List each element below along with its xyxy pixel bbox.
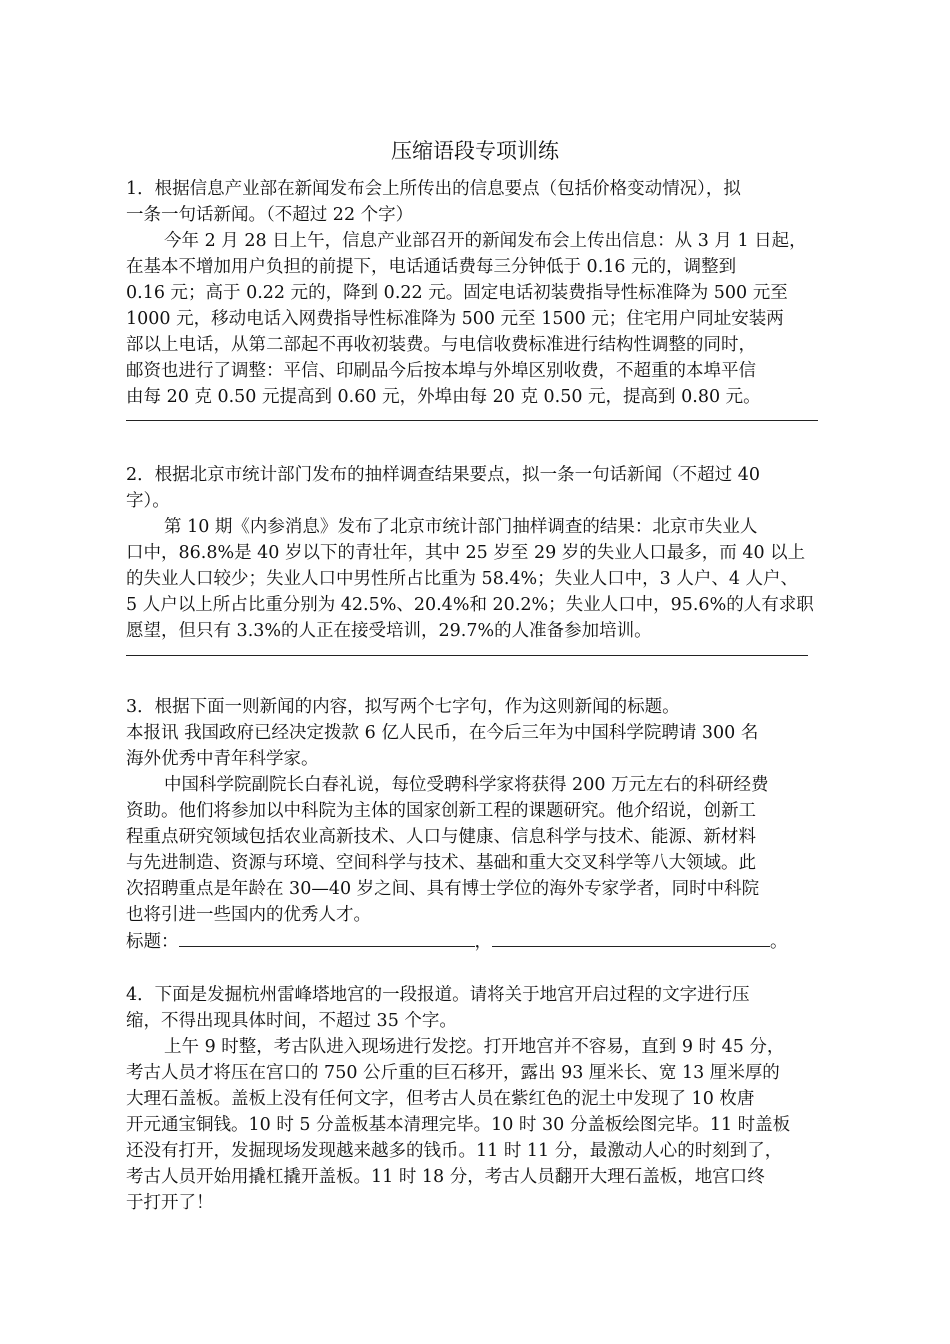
q3-passage-line: 与先进制造、资源与环境、空间科学与技术、基础和重大交叉科学等八大领域。此 — [126, 853, 756, 873]
q1-passage-line: 在基本不增加用户负担的前提下，电话通话费每三分钟低于 0.16 元的，调整到 — [126, 257, 737, 277]
q4-passage-line: 还没有打开，发掘现场发现越来越多的钱币。11 时 11 分，最激动人心的时刻到了， — [126, 1141, 783, 1161]
q1-passage-line: 今年 2 月 28 日上午，信息产业部召开的新闻发布会上传出信息：从 3 月 1 日起， — [164, 231, 807, 251]
q4-passage-line: 上午 9 时整，考古队进入现场进行发挖。打开地宫并不容易，直到 9 时 45 分， — [164, 1037, 785, 1057]
q3-answer-label: 标题： — [126, 932, 179, 952]
q3-answer-row — [126, 928, 788, 954]
q2-passage-line: 第 10 期《内参消息》发布了北京市统计部门抽样调查的结果：北京市失业人 — [164, 517, 758, 537]
q3-title-blank-1[interactable] — [179, 928, 475, 947]
q3-passage-line: 也将引进一些国内的优秀人才。 — [126, 905, 371, 925]
q4-passage-line: 开元通宝铜钱。10 时 5 分盖板基本清理完毕。10 时 30 分盖板绘图完毕。11 时盖板 — [126, 1115, 791, 1135]
q1-prompt-line: 一条一句话新闻。（不超过 22 个字） — [126, 205, 414, 225]
q4-passage-line: 大理石盖板。盖板上没有任何文字，但考古人员在紫红色的泥土中发现了 10 枚唐 — [126, 1089, 755, 1109]
q3-passage-line: 中国科学院副院长白春礼说，每位受聘科学家将获得 200 万元左右的科研经费 — [164, 775, 769, 795]
q2-answer-line[interactable] — [126, 655, 808, 656]
q3-lead-line: 海外优秀中青年科学家。 — [126, 749, 319, 769]
q3-passage-line: 程重点研究领域包括农业高新技术、人口与健康、信息科学与技术、能源、新材料 — [126, 827, 756, 847]
q3-lead-line: 本报讯 我国政府已经决定拨款 6 亿人民币，在今后三年为中国科学院聘请 300 名 — [126, 723, 759, 743]
q3-passage-line: 次招聘重点是年龄在 30—40 岁之间、具有博士学位的海外专家学者，同时中科院 — [126, 879, 760, 899]
q2-prompt-line: 2．根据北京市统计部门发布的抽样调查结果要点，拟一条一句话新闻（不超过 40 — [126, 465, 760, 485]
q2-passage-line: 5 人户以上所占比重分别为 42.5%、20.4%和 20.2%；失业人口中，95.6%的人有求职 — [126, 595, 814, 615]
q1-passage-line: 邮资也进行了调整：平信、印刷品今后按本埠与外埠区别收费，不超重的本埠平信 — [126, 361, 756, 381]
q4-passage-line: 考古人员开始用撬杠撬开盖板。11 时 18 分，考古人员翻开大理石盖板，地宫口终 — [126, 1167, 765, 1187]
q3-prompt: 3．根据下面一则新闻的内容，拟写两个七字句，作为这则新闻的标题。 — [126, 697, 680, 717]
q3-passage-line: 资助。他们将参加以中科院为主体的国家创新工程的课题研究。他介绍说，创新工 — [126, 801, 756, 821]
q3-title-blank-2[interactable] — [492, 928, 770, 947]
q3-answer-separator: ， — [474, 932, 492, 952]
q2-passage-line: 的失业人口较少；失业人口中男性所占比重为 58.4%；失业人口中，3 人户、4 人户、 — [126, 569, 799, 589]
q4-passage-line: 考古人员才将压在宫口的 750 公斤重的巨石移开，露出 93 厘米长、宽 13 厘米厚的 — [126, 1063, 780, 1083]
q1-passage-line: 部以上电话，从第二部起不再收初装费。与电信收费标准进行结构性调整的同时， — [126, 335, 756, 355]
q2-passage-line: 愿望，但只有 3.3%的人正在接受培训，29.7%的人准备参加培训。 — [126, 621, 652, 641]
q2-prompt-line: 字）。 — [126, 491, 170, 511]
q1-prompt-line: 1．根据信息产业部在新闻发布会上所传出的信息要点（包括价格变动情况），拟 — [126, 179, 741, 199]
q1-passage-line: 0.16 元；高于 0.22 元的，降到 0.22 元。固定电话初装费指导性标准降为 500 元至 — [126, 283, 788, 303]
q3-answer-end: 。 — [770, 932, 788, 952]
q1-passage-line: 由每 20 克 0.50 元提高到 0.60 元，外埠由每 20 克 0.50 元，提高到 0.80 元。 — [126, 387, 761, 407]
q1-passage-line: 1000 元，移动电话入网费指导性标准降为 500 元至 1500 元；住宅用户同址安装两 — [126, 309, 784, 329]
q2-passage-line: 口中，86.8%是 40 岁以下的青壮年，其中 25 岁至 29 岁的失业人口最多，而 40 以上 — [126, 543, 806, 563]
q1-answer-line[interactable] — [126, 420, 818, 421]
q4-passage-line: 于打开了！ — [126, 1193, 214, 1213]
q4-prompt-line: 4．下面是发掘杭州雷峰塔地宫的一段报道。请将关于地宫开启过程的文字进行压 — [126, 985, 750, 1005]
page-title: 压缩语段专项训练 — [391, 139, 559, 163]
q4-prompt-line: 缩，不得出现具体时间，不超过 35 个字。 — [126, 1011, 457, 1031]
